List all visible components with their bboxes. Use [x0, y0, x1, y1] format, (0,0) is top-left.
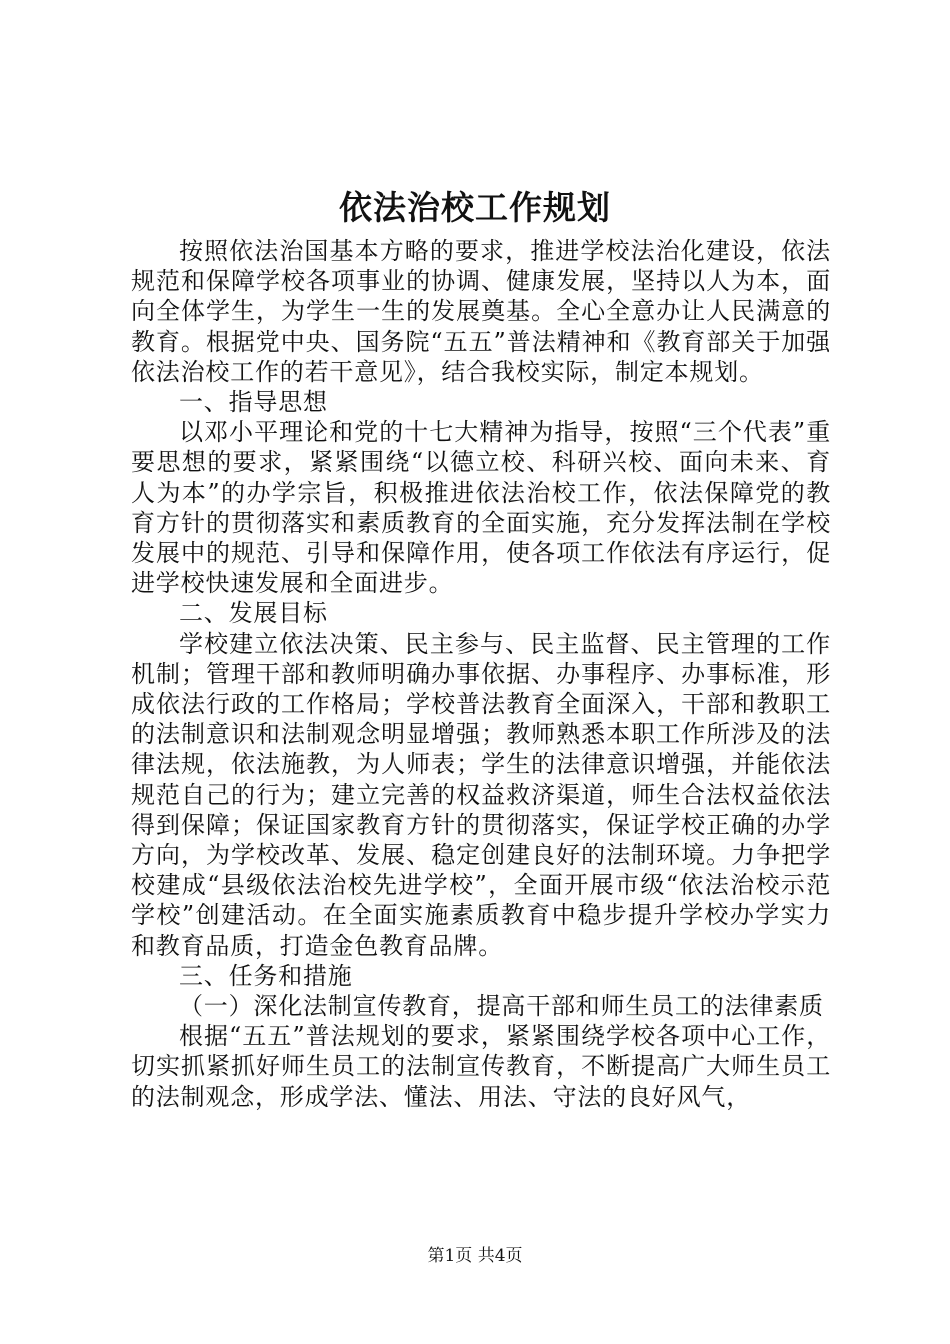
guiding-ideology-paragraph: 以邓小平理论和党的十七大精神为指导，按照“三个代表”重要思想的要求，紧紧围绕“以德立校、科研兴校、面向未来、育人为本”的办学宗旨，积极推进依法治校工作，依法保障党的教育方针的贯彻落实和素质教育的全面实施，充分发挥法制在学校发展中的规范、引导和保障作用，使各项工作依法有序运行，促进学校快速发展和全面进步。	[131, 418, 831, 598]
legal-education-paragraph: 根据“五五”普法规划的要求，紧紧围绕学校各项中心工作，切实抓紧抓好师生员工的法制宣传教育，不断提高广大师生员工的法制观念，形成学法、懂法、用法、守法的良好风气，	[131, 1022, 831, 1111]
subsection-heading-legal-education: （一）深化法制宣传教育，提高干部和师生员工的法律素质	[179, 992, 824, 1021]
section-heading-development-goals: 二、发展目标	[179, 599, 328, 628]
section-heading-guiding-ideology: 一、指导思想	[179, 388, 328, 417]
document-body	[131, 236, 831, 1112]
intro-paragraph: 按照依法治国基本方略的要求，推进学校法治化建设，依法规范和保障学校各项事业的协调、健康发展，坚持以人为本，面向全体学生，为学生一生的发展奠基。全心全意办让人民满意的教育。根据党中央、国务院“五五”普法精神和《教育部关于加强依法治校工作的若干意见》，结合我校实际，制定本规划。	[131, 237, 831, 386]
document-title: 依法治校工作规划	[339, 188, 611, 227]
page-footer: 第1页 共4页	[427, 1246, 523, 1266]
development-goals-paragraph: 学校建立依法决策、民主参与、民主监督、民主管理的工作机制；管理干部和教师明确办事依据、办事程序、办事标准，形成依法行政的工作格局；学校普法教育全面深入，干部和教职工的法制意识和法制观念明显增强；教师熟悉本职工作所涉及的法律法规，依法施教，为人师表；学生的法律意识增强，并能依法规范自己的行为；建立完善的权益救济渠道，师生合法权益依法得到保障；保证国家教育方针的贯彻落实，保证学校正确的办学方向，为学校改革、发展、稳定创建良好的法制环境。力争把学校建成“县级依法治校先进学校”，全面开展市级“依法治校示范学校”创建活动。在全面实施素质教育中稳步提升学校办学实力和教育品质，打造金色教育品牌。	[131, 629, 831, 960]
section-heading-tasks-measures: 三、任务和措施	[179, 961, 353, 990]
